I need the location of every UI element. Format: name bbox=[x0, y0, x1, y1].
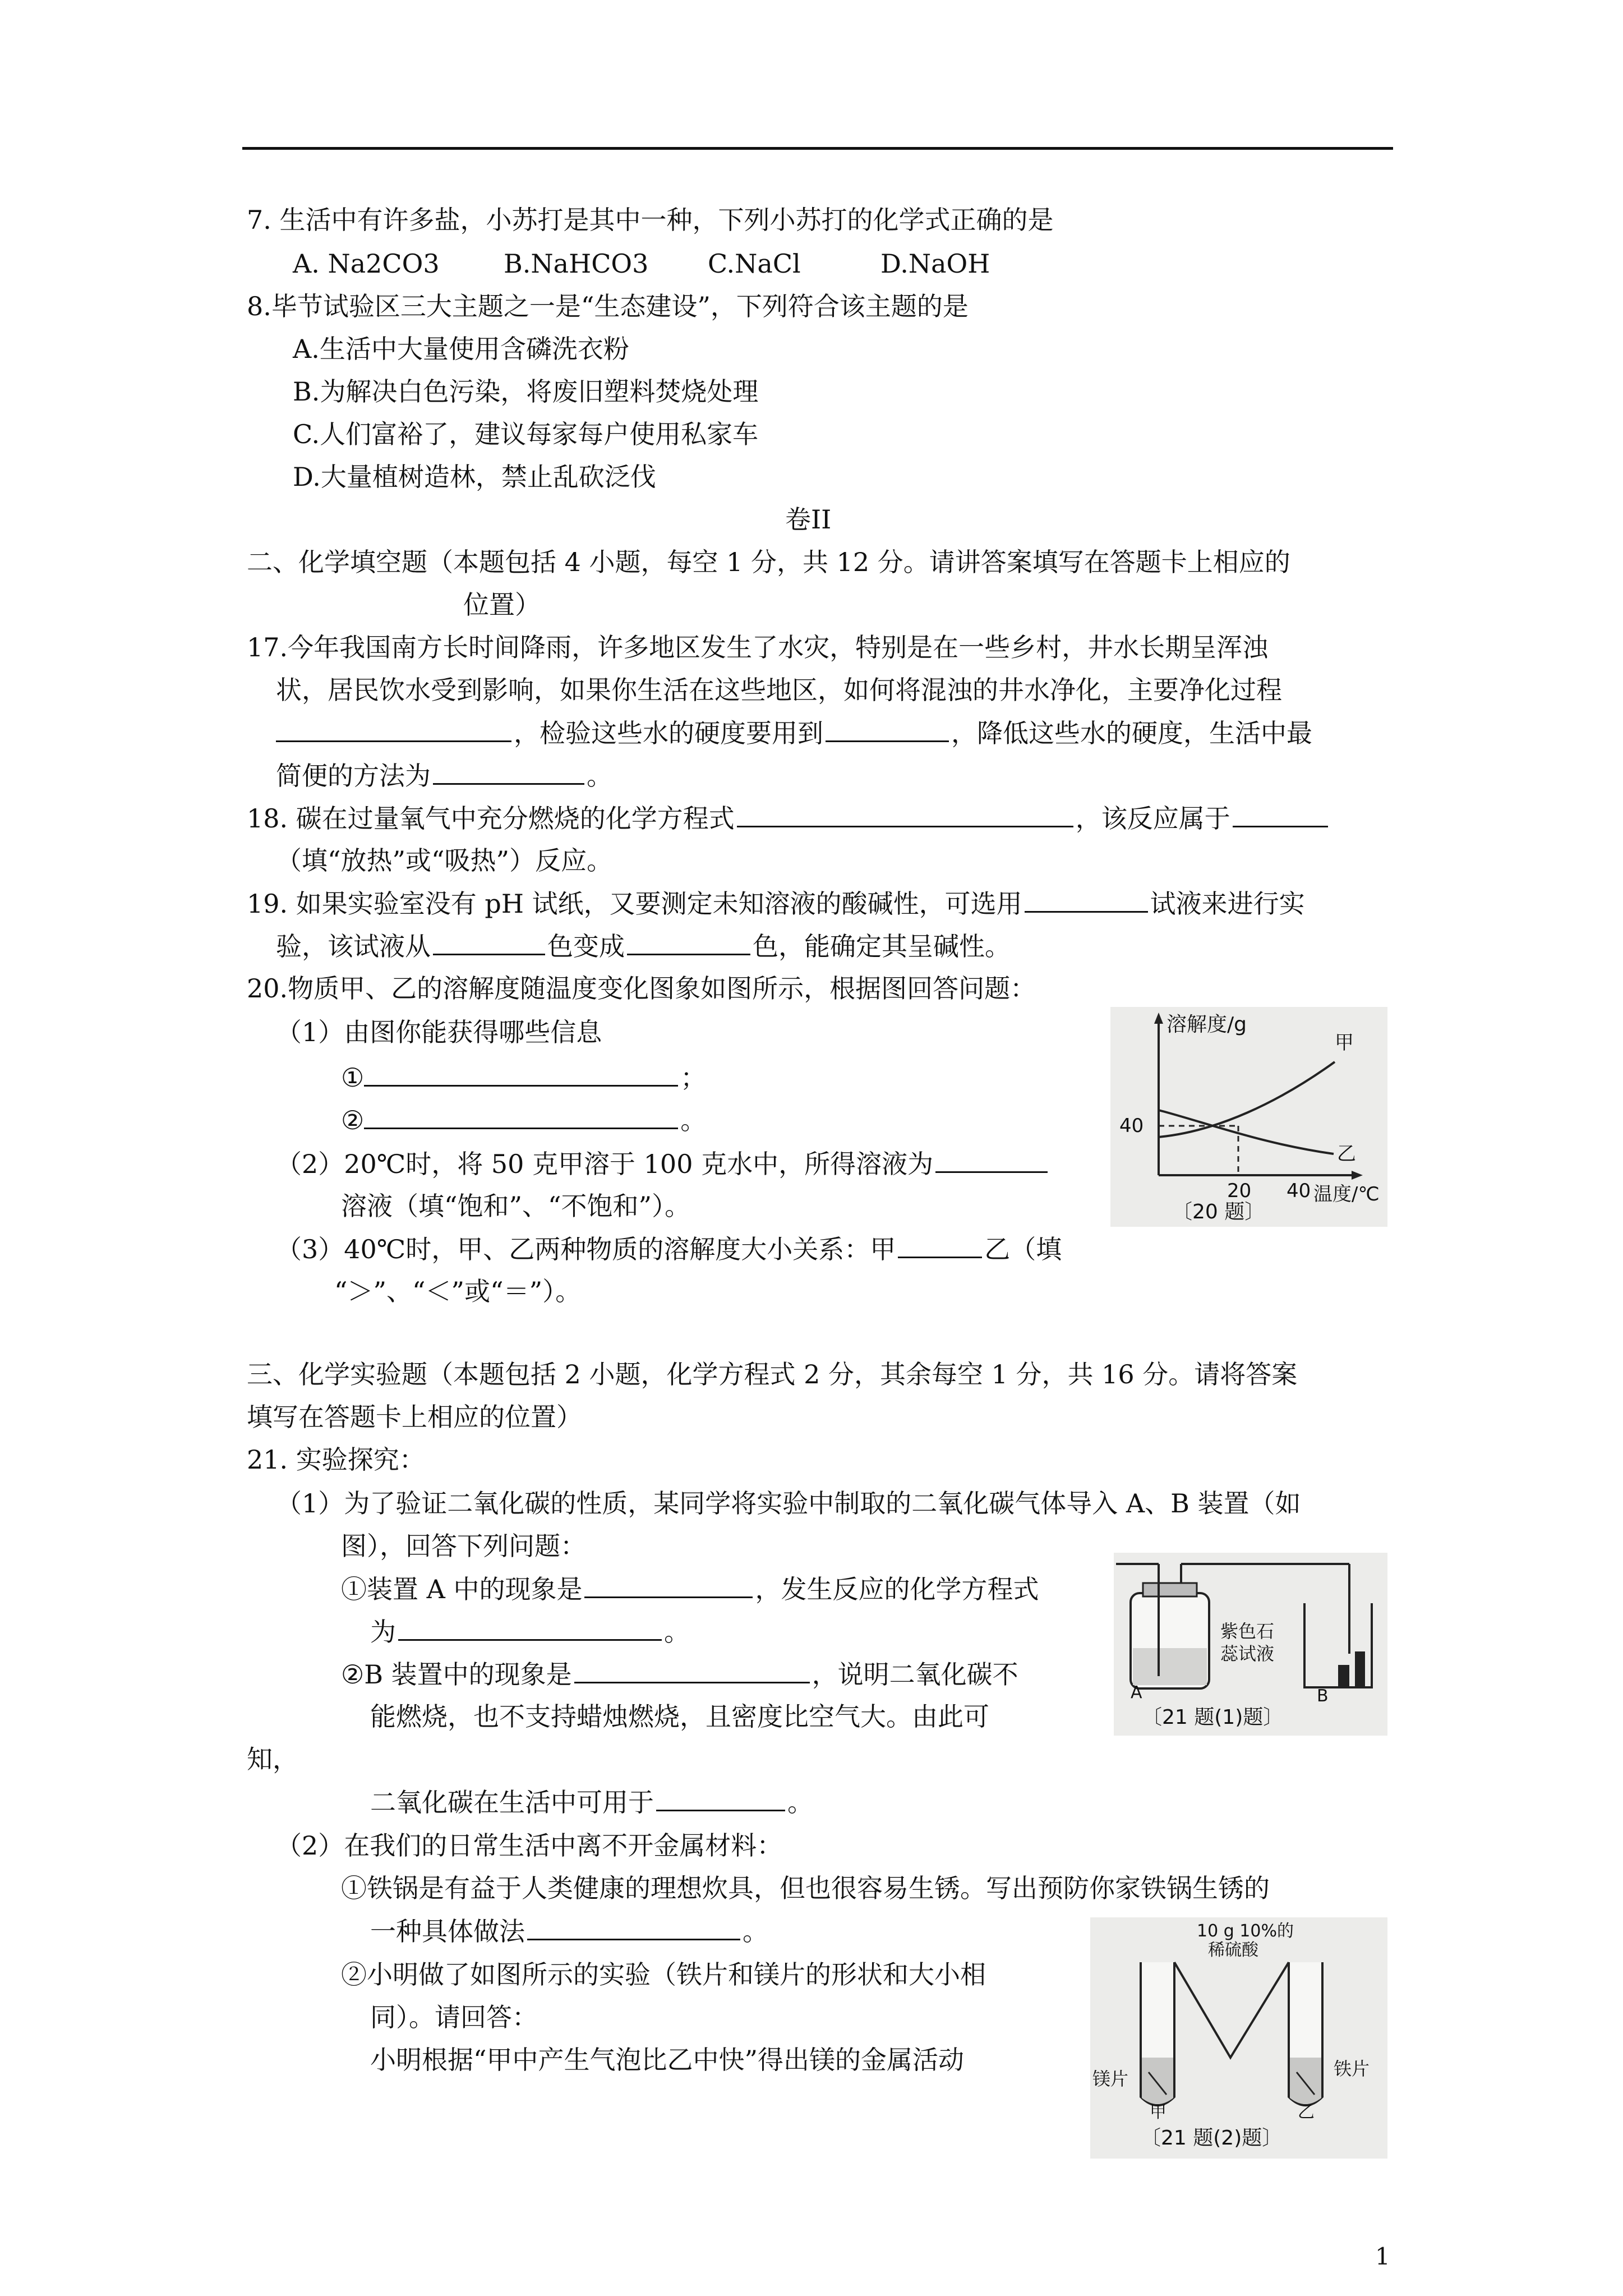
answer-blank[interactable] bbox=[826, 716, 949, 742]
q8-option-a: A.生活中大量使用含磷洗衣粉 bbox=[293, 334, 629, 364]
q18-line2: （填“放热”或“吸热”）反应。 bbox=[276, 845, 613, 876]
q7-option-c: C.NaCl bbox=[708, 249, 801, 279]
q8-stem: 8.毕节试验区三大主题之一是“生态建设”，下列符合该主题的是 bbox=[247, 291, 969, 321]
q20-part2-cont: 溶液（填“饱和”、“不饱和”）。 bbox=[341, 1191, 691, 1221]
x-tick-label: 40 bbox=[1287, 1180, 1311, 1202]
q7-stem: 7. 生活中有许多盐，小苏打是其中一种，下列小苏打的化学式正确的是 bbox=[247, 205, 1054, 235]
q21-stem: 21. 实验探究： bbox=[247, 1444, 425, 1475]
answer-blank[interactable] bbox=[398, 1614, 662, 1641]
q20-stem: 20.物质甲、乙的溶解度随温度变化图象如图所示，根据图回答问题： bbox=[247, 973, 1036, 1004]
q20-part3: （3）40℃时，甲、乙两种物质的溶解度大小关系：甲 乙（填 bbox=[276, 1232, 1062, 1266]
q8-option-c: C.人们富裕了，建议每家每户使用私家车 bbox=[293, 419, 759, 449]
q21-b-line4: 二氧化碳在生活中可用于 。 bbox=[370, 1785, 813, 1819]
q7-option-a: A. Na2CO3 bbox=[293, 249, 440, 279]
answer-blank[interactable] bbox=[1233, 801, 1328, 827]
q20-info-1: ① ； bbox=[341, 1060, 706, 1094]
header-rule bbox=[242, 147, 1393, 150]
answer-blank[interactable] bbox=[1025, 886, 1148, 913]
apparatus-a-label: A bbox=[1131, 1683, 1142, 1703]
figure-caption: 〔21 题(1)题〕 bbox=[1142, 1706, 1284, 1729]
answer-blank[interactable] bbox=[364, 1103, 678, 1129]
tube-yi-label: 乙 bbox=[1298, 2102, 1315, 2122]
litmus-label: 紫色石蕊试液 bbox=[1220, 1621, 1275, 1664]
q21-a-line2: 为 。 bbox=[370, 1614, 690, 1649]
metal-acid-figure bbox=[1090, 1917, 1387, 2159]
q18-line1: 18. 碳在过量氧气中充分燃烧的化学方程式 ，该反应属于 bbox=[247, 801, 1330, 835]
apparatus-b-label: B bbox=[1317, 1686, 1329, 1706]
answer-blank[interactable] bbox=[935, 1147, 1048, 1173]
q21-part1-line2: 图），回答下列问题： bbox=[341, 1531, 586, 1561]
answer-blank[interactable] bbox=[627, 929, 750, 955]
q17-line4: 简便的方法为 。 bbox=[276, 758, 612, 793]
page-number: 1 bbox=[1375, 2243, 1390, 2270]
q17-line1: 17.今年我国南方长时间降雨，许多地区发生了水灾，特别是在一些乡村，井水长期呈浑浊 bbox=[247, 632, 1269, 662]
answer-blank[interactable] bbox=[433, 929, 545, 955]
answer-blank[interactable] bbox=[656, 1785, 785, 1811]
x-axis-label: 温度/℃ bbox=[1313, 1183, 1380, 1205]
answer-blank[interactable] bbox=[737, 801, 1073, 827]
iron-label: 铁片 bbox=[1334, 2058, 1370, 2079]
series-label-jia: 甲 bbox=[1335, 1032, 1354, 1054]
q20-part1: （1）由图你能获得哪些信息 bbox=[276, 1017, 602, 1047]
volume-title: 卷II bbox=[785, 504, 832, 535]
q8-option-b: B.为解决白色污染，将废旧塑料焚烧处理 bbox=[293, 376, 759, 407]
q7-option-b: B.NaHCO3 bbox=[504, 249, 649, 279]
tube-jia-label: 甲 bbox=[1150, 2102, 1166, 2122]
solubility-figure bbox=[1110, 1007, 1387, 1227]
figure-caption: 〔20 题〕 bbox=[1172, 1200, 1265, 1223]
section3-heading-cont: 填写在答题卡上相应的位置） bbox=[247, 1402, 582, 1432]
q8-option-d: D.大量植树造林，禁止乱砍泛伐 bbox=[293, 462, 656, 492]
q17-line2: 状，居民饮水受到影响，如果你生活在这些地区，如何将混浊的井水净化，主要净化过程 bbox=[276, 675, 1282, 705]
q20-part2: （2）20℃时，将 50 克甲溶于 100 克水中，所得溶液为 bbox=[276, 1147, 1050, 1181]
section2-heading-cont: 位置） bbox=[463, 590, 541, 620]
section3-heading: 三、化学实验题（本题包括 2 小题，化学方程式 2 分，其余每空 1 分，共 16 分。请将答案 bbox=[247, 1359, 1298, 1389]
q17-line3: ，检验这些水的硬度要用到 ，降低这些水的硬度，生活中最 bbox=[276, 716, 1312, 750]
q20-part3-cont: “＞”、“＜”或“＝”）。 bbox=[334, 1276, 582, 1306]
section2-heading: 二、化学填空题（本题包括 4 小题，每空 1 分，共 12 分。请讲答案填写在答题卡上相应的 bbox=[247, 547, 1290, 577]
magnesium-label: 镁片 bbox=[1092, 2068, 1129, 2090]
acid-label-2: 稀硫酸 bbox=[1208, 1940, 1258, 1960]
x-tick-label: 20 bbox=[1227, 1180, 1252, 1202]
q21-d-line3: 小明根据“甲中产生气泡比乙中快”得出镁的金属活动 bbox=[370, 2045, 965, 2075]
q21-d-line2: 同）。请回答： bbox=[370, 2002, 538, 2032]
q21-b-line1: ②B 装置中的现象是 ，说明二氧化碳不 bbox=[341, 1657, 1018, 1691]
q20-info-2: ② 。 bbox=[341, 1103, 706, 1137]
answer-blank[interactable] bbox=[364, 1060, 678, 1087]
answer-blank[interactable] bbox=[574, 1657, 810, 1683]
series-curve-jia bbox=[1159, 1062, 1335, 1137]
q7-option-d: D.NaOH bbox=[880, 249, 990, 279]
answer-blank[interactable] bbox=[527, 1914, 740, 1940]
q19-line1: 19. 如果实验室没有 pH 试纸，又要测定未知溶液的酸碱性，可选用 试液来进行实 bbox=[247, 886, 1305, 921]
co2-apparatus-figure bbox=[1114, 1553, 1387, 1736]
q21-c-line1: ①铁锅是有益于人类健康的理想炊具，但也很容易生锈。写出预防你家铁锅生锈的 bbox=[341, 1873, 1270, 1903]
q21-part2: （2）在我们的日常生活中离不开金属材料： bbox=[276, 1830, 783, 1861]
acid-label-1: 10 g 10%的 bbox=[1197, 1921, 1294, 1941]
answer-blank[interactable] bbox=[584, 1572, 753, 1598]
answer-blank[interactable] bbox=[898, 1232, 982, 1258]
q21-b-line2: 能燃烧，也不支持蜡烛燃烧，且密度比空气大。由此可 bbox=[370, 1701, 989, 1732]
y-axis-label: 溶解度/g bbox=[1166, 1013, 1247, 1036]
q21-part1-line1: （1）为了验证二氧化碳的性质，某同学将实验中制取的二氧化碳气体导入 A、B 装置（如 bbox=[276, 1488, 1301, 1519]
answer-blank[interactable] bbox=[276, 716, 511, 742]
q21-a-line1: ①装置 A 中的现象是 ，发生反应的化学方程式 bbox=[341, 1572, 1039, 1606]
q19-line2: 验，该试液从 色变成 色，能确定其呈碱性。 bbox=[276, 929, 1011, 963]
q21-c-line2: 一种具体做法 。 bbox=[370, 1914, 768, 1948]
figure-caption: 〔21 题(2)题〕 bbox=[1141, 2127, 1283, 2150]
q21-b-line3: 知， bbox=[247, 1744, 298, 1774]
q21-d-line1: ②小明做了如图所示的实验（铁片和镁片的形状和大小相 bbox=[341, 1959, 986, 1990]
series-label-yi: 乙 bbox=[1337, 1143, 1356, 1165]
y-tick-label: 40 bbox=[1119, 1115, 1144, 1137]
answer-blank[interactable] bbox=[433, 758, 584, 785]
